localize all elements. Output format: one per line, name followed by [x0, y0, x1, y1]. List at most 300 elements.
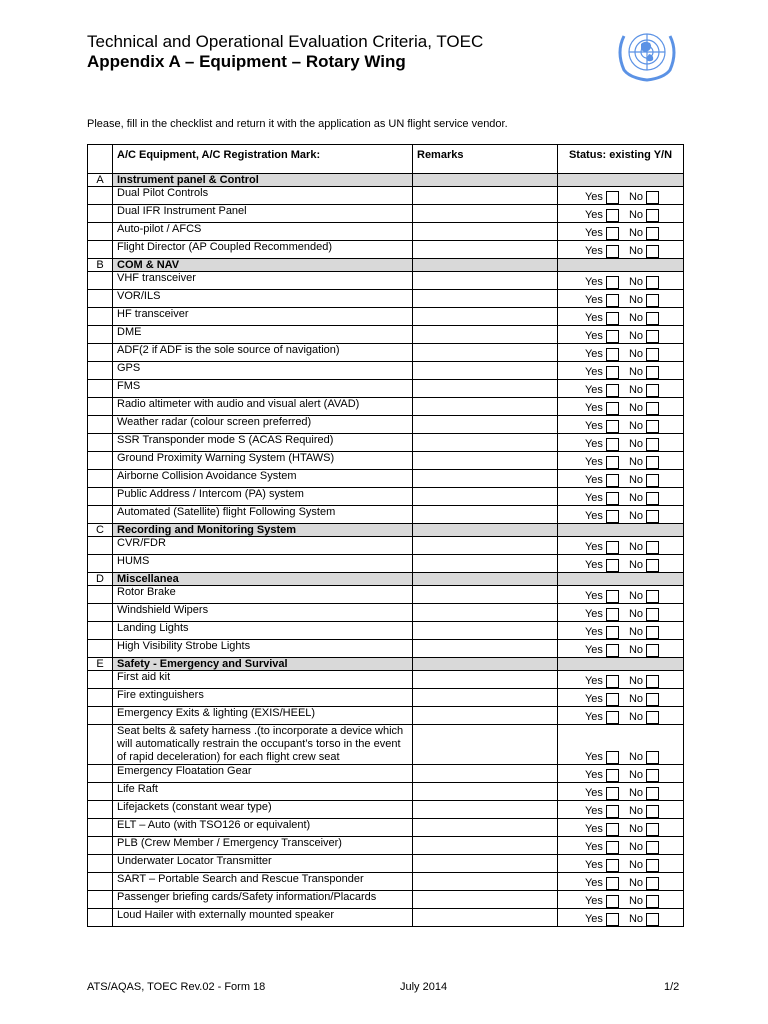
- equipment-item-label: GPS: [113, 362, 413, 380]
- remarks-cell[interactable]: [413, 783, 558, 801]
- status-cell: [558, 241, 684, 259]
- no-checkbox[interactable]: [646, 711, 659, 724]
- yes-checkbox[interactable]: [606, 823, 619, 836]
- table-row: [88, 725, 684, 765]
- status-cell: [558, 362, 684, 380]
- section-title: COM & NAV: [113, 259, 413, 272]
- table-row: [88, 380, 684, 398]
- section-row: [88, 259, 684, 272]
- status-cell: [558, 725, 684, 765]
- status-cell: [558, 506, 684, 524]
- equipment-item-label: ELT – Auto (with TSO126 or equivalent): [113, 819, 413, 837]
- no-label: No: [628, 293, 643, 306]
- status-cell: [558, 398, 684, 416]
- equipment-item-label: Airborne Collision Avoidance System: [113, 470, 413, 488]
- no-label: No: [628, 473, 643, 486]
- remarks-cell[interactable]: [413, 555, 558, 573]
- status-cell: [558, 344, 684, 362]
- yes-checkbox[interactable]: [606, 227, 619, 240]
- yes-checkbox[interactable]: [606, 191, 619, 204]
- no-checkbox[interactable]: [646, 675, 659, 688]
- row-letter-cell: [88, 819, 113, 837]
- yes-checkbox[interactable]: [606, 608, 619, 621]
- section-remarks-cell: [413, 658, 558, 671]
- remarks-cell[interactable]: [413, 362, 558, 380]
- yes-label: Yes: [584, 894, 603, 907]
- remarks-cell[interactable]: [413, 380, 558, 398]
- remarks-cell[interactable]: [413, 765, 558, 783]
- no-checkbox[interactable]: [646, 841, 659, 854]
- no-checkbox[interactable]: [646, 626, 659, 639]
- status-cell: [558, 326, 684, 344]
- yes-label: Yes: [584, 540, 603, 553]
- status-cell: [558, 434, 684, 452]
- yes-checkbox[interactable]: [606, 245, 619, 258]
- table-row: [88, 707, 684, 725]
- yes-checkbox[interactable]: [606, 366, 619, 379]
- remarks-cell[interactable]: [413, 344, 558, 362]
- yes-label: Yes: [584, 625, 603, 638]
- header-equipment: A/C Equipment, A/C Registration Mark:: [113, 145, 413, 174]
- yes-label: Yes: [584, 311, 603, 324]
- row-letter-cell: [88, 241, 113, 259]
- no-checkbox[interactable]: [646, 751, 659, 764]
- no-label: No: [628, 710, 643, 723]
- yes-label: Yes: [584, 804, 603, 817]
- yes-checkbox[interactable]: [606, 693, 619, 706]
- no-label: No: [628, 625, 643, 638]
- yes-checkbox[interactable]: [606, 330, 619, 343]
- status-cell: [558, 765, 684, 783]
- section-remarks-cell: [413, 174, 558, 187]
- remarks-cell[interactable]: [413, 272, 558, 290]
- remarks-cell[interactable]: [413, 452, 558, 470]
- no-checkbox[interactable]: [646, 384, 659, 397]
- no-checkbox[interactable]: [646, 312, 659, 325]
- status-cell: [558, 622, 684, 640]
- table-row: [88, 555, 684, 573]
- row-letter-cell: [88, 398, 113, 416]
- section-row: [88, 174, 684, 187]
- no-label: No: [628, 244, 643, 257]
- table-row: [88, 205, 684, 223]
- yes-checkbox[interactable]: [606, 276, 619, 289]
- no-label: No: [628, 491, 643, 504]
- no-checkbox[interactable]: [646, 330, 659, 343]
- row-letter-cell: [88, 555, 113, 573]
- footer-date: July 2014: [400, 981, 448, 993]
- yes-label: Yes: [584, 365, 603, 378]
- equipment-item-label: Life Raft: [113, 783, 413, 801]
- status-cell: [558, 855, 684, 873]
- yes-label: Yes: [584, 858, 603, 871]
- row-letter-cell: [88, 326, 113, 344]
- no-checkbox[interactable]: [646, 644, 659, 657]
- no-checkbox[interactable]: [646, 877, 659, 890]
- document-subtitle: Appendix A – Equipment – Rotary Wing: [87, 52, 406, 71]
- table-body: [88, 174, 684, 927]
- section-status-cell: [558, 524, 684, 537]
- yes-label: Yes: [584, 401, 603, 414]
- yes-checkbox[interactable]: [606, 312, 619, 325]
- yes-checkbox[interactable]: [606, 805, 619, 818]
- no-label: No: [628, 208, 643, 221]
- no-checkbox[interactable]: [646, 276, 659, 289]
- status-cell: [558, 604, 684, 622]
- no-label: No: [628, 558, 643, 571]
- status-cell: [558, 671, 684, 689]
- equipment-item-label: Passenger briefing cards/Safety information/Placards: [113, 891, 413, 909]
- row-letter-cell: [88, 187, 113, 205]
- equipment-item-label: ADF(2 if ADF is the sole source of navigation): [113, 344, 413, 362]
- row-letter-cell: [88, 783, 113, 801]
- no-checkbox[interactable]: [646, 366, 659, 379]
- remarks-cell[interactable]: [413, 855, 558, 873]
- section-title: Miscellanea: [113, 573, 413, 586]
- footer-form-id: ATS/AQAS, TOEC Rev.02 - Form 18: [87, 981, 266, 993]
- table-row: [88, 452, 684, 470]
- row-letter-cell: [88, 488, 113, 506]
- remarks-cell[interactable]: [413, 308, 558, 326]
- row-letter-cell: [88, 725, 113, 765]
- row-letter-cell: [88, 604, 113, 622]
- yes-checkbox[interactable]: [606, 644, 619, 657]
- no-checkbox[interactable]: [646, 492, 659, 505]
- no-label: No: [628, 786, 643, 799]
- yes-label: Yes: [584, 692, 603, 705]
- equipment-item-label: Ground Proximity Warning System (HTAWS): [113, 452, 413, 470]
- no-label: No: [628, 365, 643, 378]
- yes-checkbox[interactable]: [606, 456, 619, 469]
- table-row: [88, 241, 684, 259]
- equipment-item-label: Dual Pilot Controls: [113, 187, 413, 205]
- row-letter-cell: [88, 380, 113, 398]
- status-cell: [558, 308, 684, 326]
- remarks-cell[interactable]: [413, 506, 558, 524]
- yes-label: Yes: [584, 558, 603, 571]
- yes-label: Yes: [584, 473, 603, 486]
- yes-checkbox[interactable]: [606, 626, 619, 639]
- table-row: [88, 537, 684, 555]
- no-checkbox[interactable]: [646, 420, 659, 433]
- yes-label: Yes: [584, 912, 603, 925]
- remarks-cell[interactable]: [413, 586, 558, 604]
- row-letter-cell: [88, 622, 113, 640]
- equipment-item-label: HUMS: [113, 555, 413, 573]
- no-label: No: [628, 768, 643, 781]
- no-label: No: [628, 840, 643, 853]
- remarks-cell[interactable]: [413, 187, 558, 205]
- table-row: [88, 765, 684, 783]
- status-cell: [558, 470, 684, 488]
- row-letter-cell: [88, 506, 113, 524]
- row-letter-cell: [88, 801, 113, 819]
- row-letter-cell: [88, 205, 113, 223]
- equipment-item-label: Radio altimeter with audio and visual alert (AVAD): [113, 398, 413, 416]
- no-label: No: [628, 383, 643, 396]
- no-label: No: [628, 589, 643, 602]
- yes-checkbox[interactable]: [606, 711, 619, 724]
- no-checkbox[interactable]: [646, 510, 659, 523]
- yes-checkbox[interactable]: [606, 769, 619, 782]
- yes-checkbox[interactable]: [606, 209, 619, 222]
- un-emblem-icon: [608, 22, 686, 84]
- table-row: [88, 187, 684, 205]
- equipment-item-label: Auto-pilot / AFCS: [113, 223, 413, 241]
- section-remarks-cell: [413, 573, 558, 586]
- no-checkbox[interactable]: [646, 456, 659, 469]
- remarks-cell[interactable]: [413, 223, 558, 241]
- equipment-item-label: Lifejackets (constant wear type): [113, 801, 413, 819]
- yes-label: Yes: [584, 419, 603, 432]
- yes-checkbox[interactable]: [606, 348, 619, 361]
- no-checkbox[interactable]: [646, 438, 659, 451]
- no-label: No: [628, 190, 643, 203]
- yes-checkbox[interactable]: [606, 420, 619, 433]
- yes-label: Yes: [584, 607, 603, 620]
- row-letter-cell: [88, 689, 113, 707]
- table-row: [88, 434, 684, 452]
- yes-label: Yes: [584, 437, 603, 450]
- section-title: Safety - Emergency and Survival: [113, 658, 413, 671]
- yes-label: Yes: [584, 226, 603, 239]
- status-cell: [558, 187, 684, 205]
- status-cell: [558, 555, 684, 573]
- row-letter-cell: [88, 223, 113, 241]
- no-checkbox[interactable]: [646, 608, 659, 621]
- yes-checkbox[interactable]: [606, 841, 619, 854]
- yes-label: Yes: [584, 275, 603, 288]
- no-label: No: [628, 822, 643, 835]
- remarks-cell[interactable]: [413, 416, 558, 434]
- equipment-item-label: High Visibility Strobe Lights: [113, 640, 413, 658]
- no-label: No: [628, 804, 643, 817]
- status-cell: [558, 801, 684, 819]
- status-cell: [558, 452, 684, 470]
- table-row: [88, 488, 684, 506]
- equipment-item-label: Windshield Wipers: [113, 604, 413, 622]
- remarks-cell[interactable]: [413, 470, 558, 488]
- remarks-cell[interactable]: [413, 725, 558, 765]
- no-checkbox[interactable]: [646, 559, 659, 572]
- remarks-cell[interactable]: [413, 891, 558, 909]
- row-letter-cell: [88, 416, 113, 434]
- yes-checkbox[interactable]: [606, 541, 619, 554]
- table-row: [88, 290, 684, 308]
- no-checkbox[interactable]: [646, 823, 659, 836]
- row-letter-cell: [88, 586, 113, 604]
- status-cell: [558, 537, 684, 555]
- section-title: Recording and Monitoring System: [113, 524, 413, 537]
- remarks-cell[interactable]: [413, 909, 558, 927]
- no-checkbox[interactable]: [646, 209, 659, 222]
- remarks-cell[interactable]: [413, 873, 558, 891]
- no-label: No: [628, 912, 643, 925]
- yes-checkbox[interactable]: [606, 895, 619, 908]
- status-cell: [558, 909, 684, 927]
- remarks-cell[interactable]: [413, 801, 558, 819]
- no-checkbox[interactable]: [646, 245, 659, 258]
- row-letter-cell: [88, 272, 113, 290]
- row-letter-cell: [88, 308, 113, 326]
- section-letter: C: [88, 524, 113, 537]
- no-checkbox[interactable]: [646, 805, 659, 818]
- no-checkbox[interactable]: [646, 769, 659, 782]
- no-label: No: [628, 226, 643, 239]
- row-letter-cell: [88, 671, 113, 689]
- equipment-item-label: Rotor Brake: [113, 586, 413, 604]
- remarks-cell[interactable]: [413, 640, 558, 658]
- table-row: [88, 640, 684, 658]
- yes-checkbox[interactable]: [606, 559, 619, 572]
- equipment-item-label: First aid kit: [113, 671, 413, 689]
- section-title: Instrument panel & Control: [113, 174, 413, 187]
- yes-checkbox[interactable]: [606, 474, 619, 487]
- equipment-item-label: VHF transceiver: [113, 272, 413, 290]
- yes-checkbox[interactable]: [606, 294, 619, 307]
- remarks-cell[interactable]: [413, 290, 558, 308]
- yes-label: Yes: [584, 329, 603, 342]
- remarks-cell[interactable]: [413, 671, 558, 689]
- equipment-item-label: Public Address / Intercom (PA) system: [113, 488, 413, 506]
- status-cell: [558, 290, 684, 308]
- row-letter-cell: [88, 470, 113, 488]
- no-label: No: [628, 455, 643, 468]
- table-row: [88, 855, 684, 873]
- equipment-item-label: DME: [113, 326, 413, 344]
- yes-label: Yes: [584, 293, 603, 306]
- remarks-cell[interactable]: [413, 537, 558, 555]
- yes-checkbox[interactable]: [606, 590, 619, 603]
- status-cell: [558, 223, 684, 241]
- yes-checkbox[interactable]: [606, 877, 619, 890]
- table-row: [88, 308, 684, 326]
- equipment-item-label: Automated (Satellite) flight Following System: [113, 506, 413, 524]
- table-row: [88, 873, 684, 891]
- section-row: [88, 573, 684, 586]
- no-label: No: [628, 509, 643, 522]
- no-checkbox[interactable]: [646, 402, 659, 415]
- no-checkbox[interactable]: [646, 693, 659, 706]
- yes-checkbox[interactable]: [606, 384, 619, 397]
- yes-label: Yes: [584, 710, 603, 723]
- no-label: No: [628, 311, 643, 324]
- equipment-item-label: Weather radar (colour screen preferred): [113, 416, 413, 434]
- yes-checkbox[interactable]: [606, 510, 619, 523]
- no-label: No: [628, 437, 643, 450]
- no-checkbox[interactable]: [646, 590, 659, 603]
- remarks-cell[interactable]: [413, 689, 558, 707]
- no-label: No: [628, 750, 643, 763]
- yes-label: Yes: [584, 768, 603, 781]
- section-letter: A: [88, 174, 113, 187]
- no-checkbox[interactable]: [646, 227, 659, 240]
- remarks-cell[interactable]: [413, 819, 558, 837]
- header-status: Status: existing Y/N: [558, 145, 684, 174]
- remarks-cell[interactable]: [413, 241, 558, 259]
- no-label: No: [628, 275, 643, 288]
- yes-label: Yes: [584, 190, 603, 203]
- no-checkbox[interactable]: [646, 859, 659, 872]
- equipment-item-label: Fire extinguishers: [113, 689, 413, 707]
- yes-label: Yes: [584, 491, 603, 504]
- remarks-cell[interactable]: [413, 622, 558, 640]
- no-checkbox[interactable]: [646, 895, 659, 908]
- no-label: No: [628, 540, 643, 553]
- no-checkbox[interactable]: [646, 348, 659, 361]
- table-row: [88, 909, 684, 927]
- status-cell: [558, 819, 684, 837]
- row-letter-cell: [88, 362, 113, 380]
- no-checkbox[interactable]: [646, 294, 659, 307]
- no-label: No: [628, 643, 643, 656]
- row-letter-cell: [88, 452, 113, 470]
- no-label: No: [628, 607, 643, 620]
- no-checkbox[interactable]: [646, 913, 659, 926]
- status-cell: [558, 586, 684, 604]
- yes-label: Yes: [584, 589, 603, 602]
- equipment-item-label: Flight Director (AP Coupled Recommended): [113, 241, 413, 259]
- table-row: [88, 223, 684, 241]
- yes-checkbox[interactable]: [606, 402, 619, 415]
- status-cell: [558, 707, 684, 725]
- yes-label: Yes: [584, 840, 603, 853]
- table-row: [88, 837, 684, 855]
- row-letter-cell: [88, 837, 113, 855]
- yes-checkbox[interactable]: [606, 913, 619, 926]
- equipment-item-label: VOR/ILS: [113, 290, 413, 308]
- equipment-item-label: Emergency Exits & lighting (EXIS/HEEL): [113, 707, 413, 725]
- table-row: [88, 362, 684, 380]
- yes-label: Yes: [584, 244, 603, 257]
- equipment-item-label: HF transceiver: [113, 308, 413, 326]
- yes-label: Yes: [584, 509, 603, 522]
- equipment-item-label: FMS: [113, 380, 413, 398]
- table-row: [88, 586, 684, 604]
- yes-checkbox[interactable]: [606, 438, 619, 451]
- status-cell: [558, 837, 684, 855]
- no-checkbox[interactable]: [646, 541, 659, 554]
- yes-label: Yes: [584, 455, 603, 468]
- remarks-cell[interactable]: [413, 326, 558, 344]
- yes-label: Yes: [584, 786, 603, 799]
- status-cell: [558, 689, 684, 707]
- yes-checkbox[interactable]: [606, 859, 619, 872]
- no-checkbox[interactable]: [646, 191, 659, 204]
- yes-checkbox[interactable]: [606, 492, 619, 505]
- equipment-item-label: Landing Lights: [113, 622, 413, 640]
- no-checkbox[interactable]: [646, 787, 659, 800]
- yes-checkbox[interactable]: [606, 675, 619, 688]
- remarks-cell[interactable]: [413, 205, 558, 223]
- no-label: No: [628, 674, 643, 687]
- yes-checkbox[interactable]: [606, 751, 619, 764]
- equipment-item-label: Dual IFR Instrument Panel: [113, 205, 413, 223]
- remarks-cell[interactable]: [413, 707, 558, 725]
- remarks-cell[interactable]: [413, 434, 558, 452]
- table-row: [88, 819, 684, 837]
- remarks-cell[interactable]: [413, 604, 558, 622]
- remarks-cell[interactable]: [413, 398, 558, 416]
- row-letter-cell: [88, 344, 113, 362]
- row-letter-cell: [88, 640, 113, 658]
- remarks-cell[interactable]: [413, 488, 558, 506]
- section-status-cell: [558, 174, 684, 187]
- section-remarks-cell: [413, 259, 558, 272]
- yes-checkbox[interactable]: [606, 787, 619, 800]
- remarks-cell[interactable]: [413, 837, 558, 855]
- no-checkbox[interactable]: [646, 474, 659, 487]
